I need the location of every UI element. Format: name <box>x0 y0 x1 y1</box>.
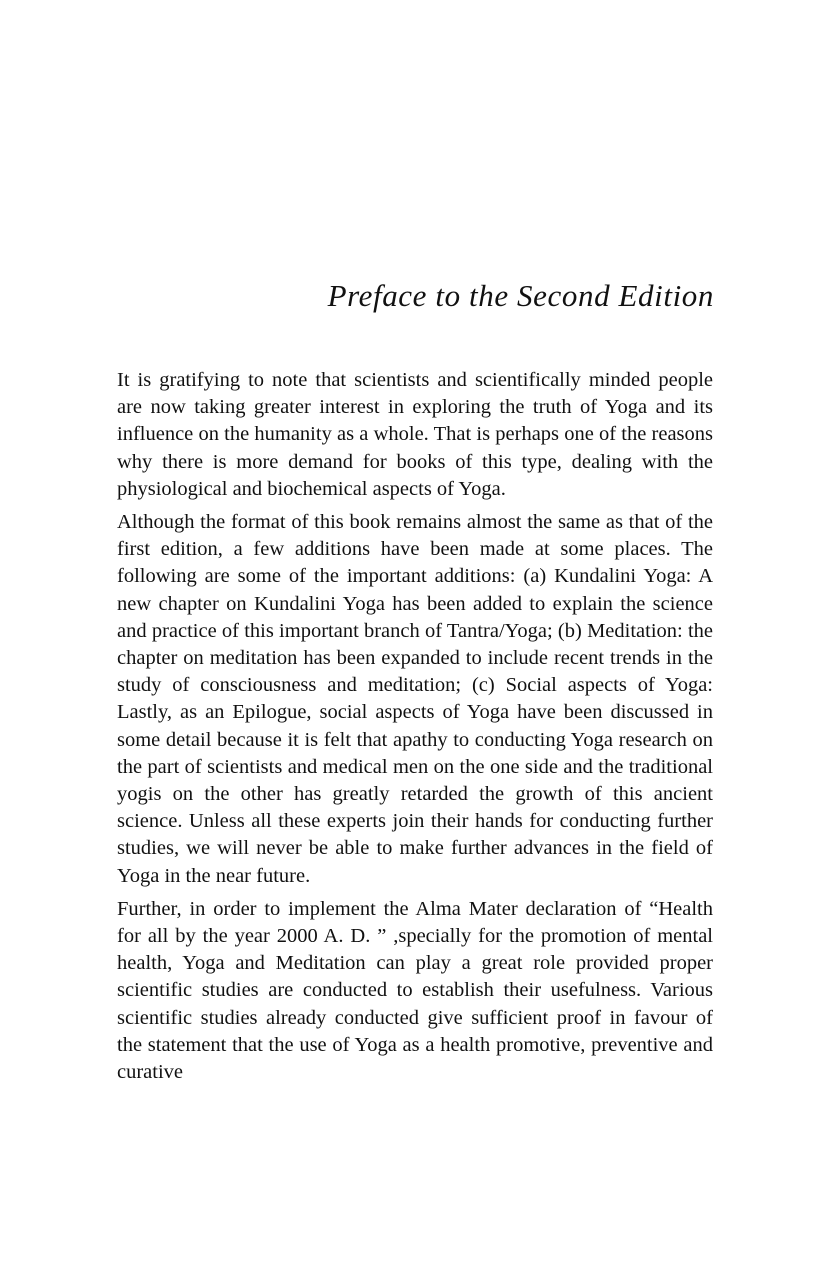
paragraph-2: Although the format of this book remains almost the same as that of the first edition, a few additions have been made at some places. The following are some of the important additions: (a) Kundalini Yoga: A new chapter on Kundalini Yoga has been added to explain the science and practice of this important branch of Tantra/Yoga; (b) Meditation: the chapter on meditation has been expanded to include recent trends in the study of consciousness and meditation; (c) Social aspects of Yoga: Lastly, as an Epilogue, social aspects of Yoga have been discussed in some detail because it is felt that apathy to conducting Yoga research on the part of scientists and medical men on the one side and the traditional yogis on the other has greatly retarded the growth of this ancient science. Unless all these experts join their hands for conducting further studies, we will never be able to make further advances in the field of Yoga in the near future. <box>117 511 713 887</box>
page-title: Preface to the Second Edition <box>327 278 714 313</box>
paragraph-3: Further, in order to implement the Alma Mater declaration of “Health for all by the year 2000 A. D. ” ,specially for the promotion of mental health, Yoga and Meditation can play a great role provided proper scientific studies are conducted to establish their usefulness. Various scientific studies already conducted give sufficient proof in favour of the statement that the use of Yoga as a health promotive, preventive and curative <box>117 897 713 1084</box>
paragraph-1: It is gratifying to note that scientists and scientifically minded people are now taking greater interest in exploring the truth of Yoga and its influence on the humanity as a whole. That is perhaps one of the reasons why there is more demand for books of this type, dealing with the physiological and biochemical aspects of Yoga. <box>117 369 713 500</box>
preface-body <box>117 367 713 1092</box>
